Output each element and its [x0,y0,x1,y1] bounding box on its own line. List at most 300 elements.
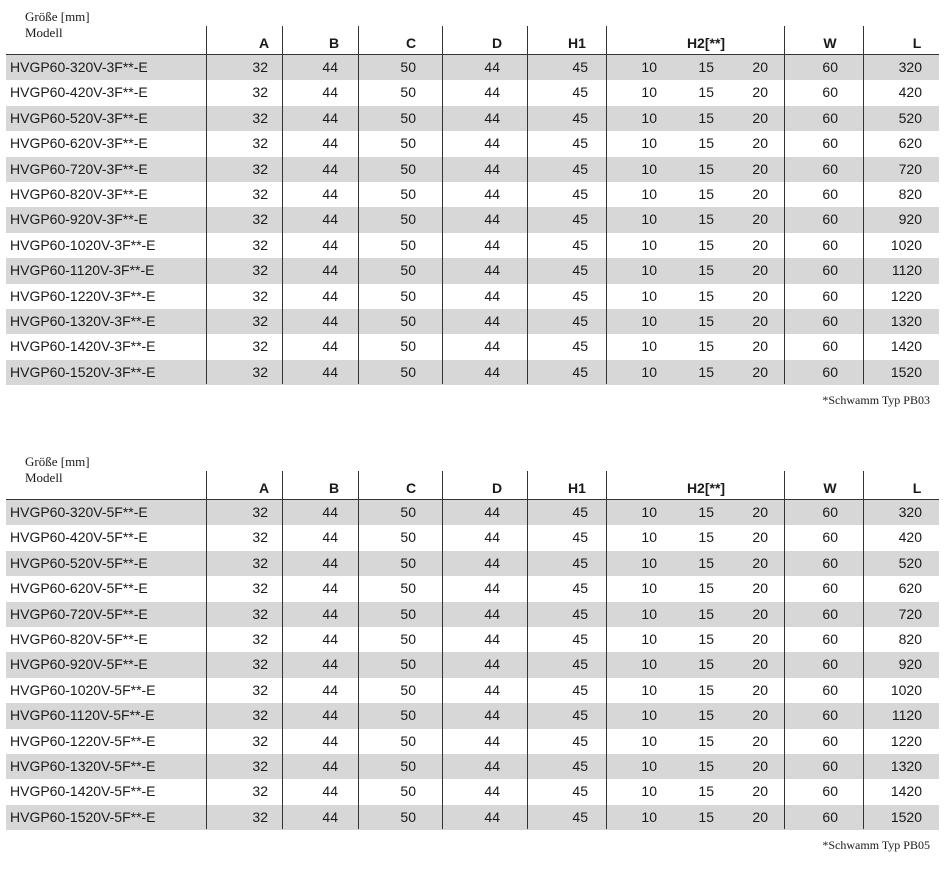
value-cell-c: 50 [400,59,416,75]
value-cell-h1: 45 [572,363,588,380]
value-cell-h2b: 15 [698,580,714,597]
value-cell-h1: 45 [572,630,588,647]
model-column-label: Modell [25,470,63,485]
value-cell-h2c: 20 [752,529,768,546]
value-cell-h2b: 15 [698,757,714,774]
table-row [6,233,939,258]
table-row [6,703,939,728]
value-cell-h2b: 15 [698,262,714,279]
value-cell-d: 44 [484,160,500,177]
value-cell-b: 44 [322,707,338,724]
value-cell-a: 32 [252,554,268,571]
table-row [6,182,939,207]
value-cell-a: 32 [252,236,268,253]
value-cell-c: 50 [400,580,416,597]
value-cell-h1: 45 [572,504,588,520]
column-header: D [491,35,503,51]
value-cell-h2b: 15 [698,605,714,622]
value-cell-a: 32 [252,707,268,724]
value-cell-c: 50 [400,160,416,177]
value-cell-d: 44 [484,783,500,800]
value-cell-w: 60 [822,529,838,546]
value-cell-d: 44 [484,236,500,253]
value-cell-h2c: 20 [752,160,768,177]
column-divider [206,471,207,829]
column-header: B [328,35,340,51]
value-cell-h2a: 10 [641,312,657,329]
table-row [6,334,939,359]
value-cell-l: 620 [898,580,922,597]
value-cell-h1: 45 [572,554,588,571]
value-cell-h2b: 15 [698,338,714,355]
value-cell-b: 44 [322,211,338,228]
value-cell-h2b: 15 [698,504,714,520]
value-cell-c: 50 [400,84,416,101]
value-cell-b: 44 [322,808,338,825]
model-cell: HVGP60-320V-3F**-E [10,59,148,75]
value-cell-l: 1520 [890,363,922,380]
value-cell-h2a: 10 [641,707,657,724]
column-divider [282,26,283,384]
value-cell-b: 44 [322,656,338,673]
value-cell-w: 60 [822,783,838,800]
value-cell-h2c: 20 [752,681,768,698]
model-cell: HVGP60-620V-5F**-E [10,580,148,597]
value-cell-a: 32 [252,312,268,329]
value-cell-h2b: 15 [698,783,714,800]
value-cell-w: 60 [822,757,838,774]
column-header: H2[**] [686,480,726,496]
value-cell-a: 32 [252,732,268,749]
value-cell-h2b: 15 [698,59,714,75]
table-row [6,754,939,779]
value-cell-h2c: 20 [752,554,768,571]
model-cell: HVGP60-1220V-3F**-E [10,287,156,304]
table-row [6,106,939,131]
value-cell-h2c: 20 [752,109,768,126]
value-cell-b: 44 [322,363,338,380]
value-cell-l: 1120 [891,707,922,724]
table-row [6,157,939,182]
value-cell-h2a: 10 [641,580,657,597]
value-cell-d: 44 [484,681,500,698]
value-cell-h1: 45 [572,757,588,774]
table-row [6,652,939,677]
value-cell-w: 60 [822,135,838,152]
column-divider [784,26,785,384]
table-row [6,551,939,576]
value-cell-a: 32 [252,287,268,304]
value-cell-d: 44 [484,338,500,355]
value-cell-l: 420 [898,84,922,101]
value-cell-w: 60 [822,363,838,380]
value-cell-c: 50 [400,656,416,673]
table-row [6,678,939,703]
value-cell-c: 50 [400,236,416,253]
value-cell-h2a: 10 [641,338,657,355]
value-cell-h1: 45 [572,656,588,673]
value-cell-h2a: 10 [641,554,657,571]
model-cell: HVGP60-1420V-3F**-E [10,338,156,355]
value-cell-b: 44 [322,783,338,800]
value-cell-a: 32 [252,656,268,673]
value-cell-b: 44 [322,681,338,698]
value-cell-c: 50 [400,262,416,279]
footnote: *Schwamm Typ PB05 [822,838,930,853]
value-cell-d: 44 [484,808,500,825]
value-cell-c: 50 [400,681,416,698]
value-cell-h2b: 15 [698,732,714,749]
value-cell-h2c: 20 [752,656,768,673]
value-cell-a: 32 [252,185,268,202]
value-cell-c: 50 [400,211,416,228]
value-cell-a: 32 [252,630,268,647]
column-divider [863,471,864,829]
value-cell-a: 32 [252,135,268,152]
value-cell-h2a: 10 [641,211,657,228]
value-cell-d: 44 [484,529,500,546]
column-header: A [258,35,270,51]
column-divider [606,471,607,829]
model-cell: HVGP60-720V-3F**-E [10,160,148,177]
value-cell-h2b: 15 [698,84,714,101]
value-cell-h2b: 15 [698,656,714,673]
table-row [6,80,939,105]
value-cell-h1: 45 [572,783,588,800]
value-cell-w: 60 [822,554,838,571]
value-cell-h2a: 10 [641,109,657,126]
value-cell-d: 44 [484,554,500,571]
table-row [6,55,939,80]
value-cell-d: 44 [484,580,500,597]
value-cell-h2a: 10 [641,656,657,673]
footnote: *Schwamm Typ PB03 [822,393,930,408]
value-cell-b: 44 [322,135,338,152]
value-cell-b: 44 [322,580,338,597]
column-divider [358,471,359,829]
value-cell-w: 60 [822,338,838,355]
column-divider [606,26,607,384]
value-cell-b: 44 [322,236,338,253]
value-cell-h1: 45 [572,707,588,724]
value-cell-h2b: 15 [698,529,714,546]
column-header: L [912,480,922,496]
value-cell-l: 720 [898,160,922,177]
value-cell-h2c: 20 [752,808,768,825]
value-cell-l: 1320 [890,757,922,774]
value-cell-h2c: 20 [752,783,768,800]
value-cell-d: 44 [484,287,500,304]
value-cell-l: 1420 [890,783,922,800]
value-cell-h2b: 15 [698,312,714,329]
model-cell: HVGP60-620V-3F**-E [10,135,148,152]
value-cell-a: 32 [252,783,268,800]
value-cell-l: 1320 [890,312,922,329]
value-cell-h2a: 10 [641,808,657,825]
table-row [6,525,939,550]
value-cell-b: 44 [322,757,338,774]
value-cell-h2a: 10 [641,757,657,774]
value-cell-c: 50 [400,732,416,749]
model-cell: HVGP60-420V-3F**-E [10,84,148,101]
value-cell-b: 44 [322,109,338,126]
value-cell-l: 820 [898,630,922,647]
value-cell-b: 44 [322,287,338,304]
value-cell-h2b: 15 [698,707,714,724]
value-cell-b: 44 [322,554,338,571]
value-cell-h2a: 10 [641,529,657,546]
column-divider [206,26,207,384]
value-cell-a: 32 [252,109,268,126]
value-cell-h1: 45 [572,529,588,546]
column-divider [527,26,528,384]
value-cell-h2b: 15 [698,554,714,571]
value-cell-h2a: 10 [641,135,657,152]
value-cell-w: 60 [822,211,838,228]
value-cell-l: 520 [898,109,922,126]
value-cell-h2b: 15 [698,109,714,126]
value-cell-l: 1120 [891,262,922,279]
value-cell-h2c: 20 [752,211,768,228]
value-cell-w: 60 [822,707,838,724]
column-divider [527,471,528,829]
value-cell-w: 60 [822,160,838,177]
value-cell-w: 60 [822,630,838,647]
model-cell: HVGP60-1320V-3F**-E [10,312,156,329]
value-cell-h2c: 20 [752,287,768,304]
model-cell: HVGP60-920V-5F**-E [10,656,148,673]
value-cell-h2b: 15 [698,808,714,825]
table-row [6,360,939,385]
value-cell-c: 50 [400,808,416,825]
model-cell: HVGP60-920V-3F**-E [10,211,148,228]
value-cell-w: 60 [822,185,838,202]
value-cell-h2b: 15 [698,630,714,647]
value-cell-b: 44 [322,312,338,329]
table-row [6,284,939,309]
value-cell-b: 44 [322,84,338,101]
column-divider [863,26,864,384]
value-cell-a: 32 [252,580,268,597]
value-cell-h2c: 20 [752,185,768,202]
value-cell-l: 1020 [890,681,922,698]
value-cell-d: 44 [484,185,500,202]
value-cell-b: 44 [322,185,338,202]
model-cell: HVGP60-320V-5F**-E [10,504,148,520]
value-cell-h2a: 10 [641,630,657,647]
value-cell-c: 50 [400,630,416,647]
value-cell-h1: 45 [572,109,588,126]
value-cell-h1: 45 [572,160,588,177]
value-cell-d: 44 [484,109,500,126]
value-cell-w: 60 [822,808,838,825]
value-cell-h1: 45 [572,732,588,749]
column-header: A [258,480,270,496]
value-cell-c: 50 [400,338,416,355]
value-cell-h1: 45 [572,185,588,202]
value-cell-w: 60 [822,59,838,75]
model-cell: HVGP60-1020V-5F**-E [10,681,156,698]
table-row [6,602,939,627]
value-cell-h2a: 10 [641,236,657,253]
value-cell-h2a: 10 [641,262,657,279]
value-cell-d: 44 [484,605,500,622]
dimension-table [6,454,939,830]
value-cell-h2b: 15 [698,681,714,698]
value-cell-h2b: 15 [698,236,714,253]
value-cell-h1: 45 [572,262,588,279]
value-cell-h2b: 15 [698,160,714,177]
value-cell-h2b: 15 [698,135,714,152]
value-cell-d: 44 [484,732,500,749]
model-cell: HVGP60-820V-3F**-E [10,185,148,202]
column-divider [442,471,443,829]
value-cell-c: 50 [400,783,416,800]
value-cell-a: 32 [252,757,268,774]
value-cell-d: 44 [484,312,500,329]
value-cell-b: 44 [322,338,338,355]
model-cell: HVGP60-1520V-5F**-E [10,808,156,825]
dimension-table [6,9,939,385]
value-cell-h2c: 20 [752,262,768,279]
value-cell-h2a: 10 [641,287,657,304]
value-cell-h2b: 15 [698,363,714,380]
value-cell-h2c: 20 [752,605,768,622]
value-cell-c: 50 [400,287,416,304]
value-cell-h2c: 20 [752,312,768,329]
value-cell-h1: 45 [572,59,588,75]
value-cell-a: 32 [252,363,268,380]
model-cell: HVGP60-1220V-5F**-E [10,732,156,749]
value-cell-h2c: 20 [752,504,768,520]
value-cell-b: 44 [322,529,338,546]
table-row [6,207,939,232]
model-column-label: Modell [25,25,63,40]
value-cell-c: 50 [400,757,416,774]
value-cell-h1: 45 [572,211,588,228]
value-cell-w: 60 [822,262,838,279]
value-cell-c: 50 [400,504,416,520]
value-cell-w: 60 [822,109,838,126]
value-cell-a: 32 [252,605,268,622]
value-cell-d: 44 [484,656,500,673]
model-cell: HVGP60-1120V-5F**-E [10,707,155,724]
value-cell-h2a: 10 [641,84,657,101]
column-header: C [405,480,417,496]
value-cell-l: 320 [898,504,922,520]
value-cell-h2c: 20 [752,630,768,647]
value-cell-h2a: 10 [641,681,657,698]
table-row [6,131,939,156]
value-cell-l: 1220 [890,287,922,304]
value-cell-d: 44 [484,363,500,380]
column-header: L [912,35,922,51]
value-cell-h2c: 20 [752,732,768,749]
value-cell-h2c: 20 [752,236,768,253]
value-cell-h1: 45 [572,84,588,101]
size-unit-label: Größe [mm] [25,9,90,24]
value-cell-l: 1520 [890,808,922,825]
value-cell-d: 44 [484,262,500,279]
value-cell-h2a: 10 [641,185,657,202]
value-cell-a: 32 [252,84,268,101]
value-cell-w: 60 [822,84,838,101]
table-row [6,309,939,334]
value-cell-h2c: 20 [752,59,768,75]
value-cell-b: 44 [322,732,338,749]
model-cell: HVGP60-520V-3F**-E [10,109,148,126]
value-cell-c: 50 [400,605,416,622]
column-divider [358,26,359,384]
model-cell: HVGP60-1020V-3F**-E [10,236,156,253]
value-cell-w: 60 [822,656,838,673]
value-cell-d: 44 [484,84,500,101]
value-cell-w: 60 [822,605,838,622]
value-cell-h1: 45 [572,808,588,825]
column-header: H2[**] [686,35,726,51]
model-cell: HVGP60-720V-5F**-E [10,605,148,622]
value-cell-a: 32 [252,529,268,546]
model-cell: HVGP60-1520V-3F**-E [10,363,156,380]
table-row [6,576,939,601]
value-cell-h2c: 20 [752,757,768,774]
column-divider [282,471,283,829]
value-cell-a: 32 [252,808,268,825]
value-cell-b: 44 [322,160,338,177]
value-cell-l: 820 [898,185,922,202]
value-cell-b: 44 [322,504,338,520]
model-cell: HVGP60-1320V-5F**-E [10,757,156,774]
value-cell-h2a: 10 [641,783,657,800]
value-cell-a: 32 [252,681,268,698]
value-cell-d: 44 [484,211,500,228]
value-cell-a: 32 [252,211,268,228]
value-cell-d: 44 [484,135,500,152]
value-cell-h1: 45 [572,338,588,355]
value-cell-d: 44 [484,59,500,75]
value-cell-h2a: 10 [641,504,657,520]
column-header: H1 [568,480,586,496]
column-header: H1 [568,35,586,51]
value-cell-b: 44 [322,262,338,279]
table-row [6,779,939,804]
value-cell-h2c: 20 [752,135,768,152]
column-header: D [491,480,503,496]
value-cell-h2a: 10 [641,160,657,177]
value-cell-h2b: 15 [698,211,714,228]
model-cell: HVGP60-820V-5F**-E [10,630,148,647]
model-cell: HVGP60-520V-5F**-E [10,554,148,571]
value-cell-c: 50 [400,554,416,571]
value-cell-h2c: 20 [752,580,768,597]
model-cell: HVGP60-420V-5F**-E [10,529,148,546]
value-cell-l: 320 [898,59,922,75]
value-cell-a: 32 [252,338,268,355]
value-cell-l: 520 [898,554,922,571]
value-cell-c: 50 [400,135,416,152]
value-cell-h2c: 20 [752,363,768,380]
value-cell-l: 1220 [890,732,922,749]
value-cell-h2a: 10 [641,605,657,622]
value-cell-h2b: 15 [698,287,714,304]
value-cell-w: 60 [822,732,838,749]
column-divider [442,26,443,384]
table-row [6,500,939,525]
value-cell-a: 32 [252,160,268,177]
value-cell-h2c: 20 [752,338,768,355]
table-header [6,9,939,55]
value-cell-a: 32 [252,262,268,279]
